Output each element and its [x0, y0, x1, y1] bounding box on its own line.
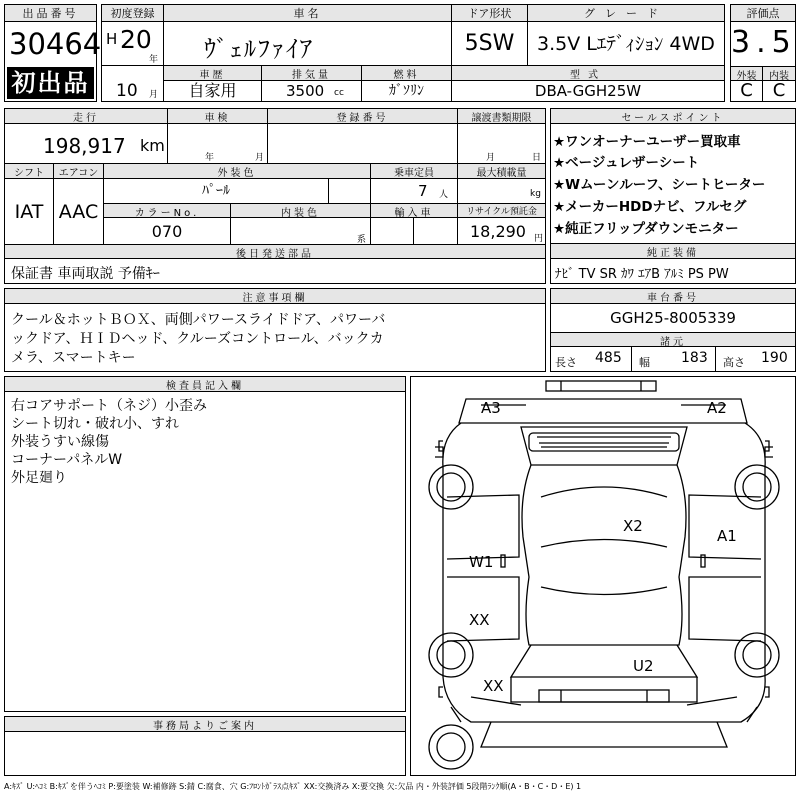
shift: IAT [5, 179, 54, 245]
inspector-line-2: シート切れ・破れ小、すれ [11, 416, 179, 432]
grade: 3.5V Lｴﾃﾞｨｼｮﾝ 4WD [528, 22, 724, 66]
sales-point-2: ★ベージュレザーシート [553, 155, 700, 171]
transfer-month-unit: 月 [486, 153, 496, 163]
inspection-cell [168, 124, 268, 164]
recycle-amount: 18,290 [470, 222, 526, 241]
regno-cell [268, 124, 458, 164]
mileage-label: 走行 [5, 109, 168, 124]
score-block [730, 4, 796, 102]
fuel: ｶﾞｿﾘﾝ [362, 81, 452, 101]
door-type: 5SW [452, 22, 528, 66]
notes-line-1: クール＆ホットＢＯＸ、両側パワースライドドア、パワーバ [11, 312, 386, 328]
spec-label: 諸元 [551, 332, 795, 347]
vehicle-details [4, 108, 546, 284]
inspection-label: 車検 [168, 109, 268, 124]
regno-label: 登録番号 [268, 109, 458, 124]
later-parts: 保証書 車両取説 予備ｷｰ [11, 266, 160, 282]
inspection-year-unit: 年 [205, 153, 215, 163]
transfer-label: 譲渡書類期限 [458, 109, 545, 124]
score: 3.5 [731, 25, 797, 60]
notes-block [4, 288, 546, 372]
notes-line-2: ックドア、ＨＩＤヘッド、クルーズコントロール、バックカ [11, 331, 384, 347]
exterior-color: ﾊﾟｰﾙ [104, 179, 329, 204]
capacity-unit: 人 [439, 190, 449, 200]
office-block [4, 716, 406, 776]
notes-line-3: メラ、スマートキー [11, 350, 136, 366]
yen-unit: 円 [534, 234, 544, 244]
color-extra-cell [329, 179, 371, 204]
sales-points-block [550, 108, 796, 284]
transfer-cell [458, 124, 545, 164]
inspection-month-unit: 月 [255, 153, 265, 163]
equipment: ﾅﾋﾞ TV SR ｶﾜ ｴｱB ｱﾙﾐ PS PW [555, 267, 729, 282]
height-label: 高さ [723, 356, 745, 369]
color-label: 外装色 [104, 164, 371, 179]
load-cell [458, 179, 545, 204]
damage-mark-a3: A3 [481, 399, 501, 417]
notes-label: 注意事項欄 [5, 289, 545, 304]
capacity-cell [371, 179, 458, 204]
score-label: 評価点 [731, 5, 795, 22]
recycle-label: リサイクル預託金 [458, 204, 545, 218]
chassis-label: 車台番号 [551, 289, 795, 304]
reg-month: 10 [116, 81, 138, 101]
mileage: 198,917 [43, 134, 126, 158]
width: 183 [681, 350, 708, 366]
mileage-cell [5, 124, 168, 164]
damage-mark-a2: A2 [707, 399, 727, 417]
colorno-label: カラーNo. [104, 204, 231, 218]
height: 190 [761, 350, 788, 366]
month-unit: 月 [149, 90, 159, 100]
grade-label: グレード [528, 5, 724, 22]
inspector-line-1: 右コアサポート（ネジ）小歪み [11, 398, 207, 414]
int-label: 内装 [763, 66, 795, 81]
reg-year-cell [102, 22, 164, 66]
damage-mark-u2: U2 [633, 657, 654, 675]
load-unit: kg [530, 189, 541, 199]
later-parts-label: 後日発送部品 [5, 245, 545, 259]
km-unit: km [140, 136, 165, 155]
ext-grade: C [731, 81, 763, 101]
color-number: 070 [104, 218, 231, 245]
sales-point-3: ★Wムーンルーフ、シートヒーター [553, 177, 766, 193]
import-label: 輸入車 [371, 204, 458, 218]
sales-label: セールスポイント [551, 109, 795, 124]
year-unit: 年 [149, 55, 159, 65]
lot-number-block [4, 4, 102, 102]
main-header [101, 4, 725, 102]
history: 自家用 [164, 81, 262, 101]
inspector-line-4: コーナーパネルW [11, 452, 123, 468]
office-label: 事務局よりご案内 [5, 717, 405, 732]
lot-number: 30464 [9, 27, 102, 61]
door-label: ドア形状 [452, 5, 528, 22]
equipment-label: 純正装備 [551, 243, 795, 259]
sales-point-5: ★純正フリップダウンモニター [553, 221, 739, 237]
displacement-label: 排気量 [262, 66, 362, 81]
sales-point-1: ★ワンオーナーユーザー買取車 [553, 134, 741, 150]
model-label: 型式 [452, 66, 724, 81]
name-label: 車名 [164, 5, 452, 22]
reg-era: H [106, 30, 118, 48]
capacity-label: 乗車定員 [371, 164, 458, 179]
inspector-block [4, 376, 406, 712]
damage-mark-a1: A1 [717, 527, 737, 545]
inspector-label: 検査員記入欄 [5, 377, 405, 392]
displacement-cell [262, 81, 362, 101]
first-listing-badge: 初出品 [7, 67, 94, 99]
intcolor-label: 内装色 [231, 204, 371, 218]
chassis-number: GGH25-8005339 [610, 309, 736, 327]
int-grade: C [772, 81, 786, 101]
ext-label: 外装 [731, 66, 763, 81]
length-label: 長さ [555, 356, 577, 369]
reg-year: 20 [120, 25, 152, 54]
shift-label: シフト [5, 164, 54, 179]
length: 485 [595, 350, 622, 366]
damage-mark-w1: W1 [469, 553, 494, 571]
import-cell-b [414, 218, 458, 245]
car-diagram [411, 377, 795, 775]
legend: A:ｷｽﾞ U:ﾍｺﾐ B:ｷｽﾞを伴うﾍｺﾐ P:要塗装 W:補修跡 S:錆 C:腐食、穴 G:ﾌﾛﾝﾄｶﾞﾗｽ点ｷｽﾞ XX:交換済み X:要交換 欠:欠品 内・外装評価 5段階ﾗﾝｸ順(A・B・C・D・E) 1 [4, 782, 582, 791]
intcolor-unit: 系 [357, 235, 367, 245]
ac-label: エアコン [54, 164, 104, 179]
spec-divider-1 [631, 347, 632, 371]
chassis-block [550, 288, 796, 372]
fuel-label: 燃料 [362, 66, 452, 81]
width-label: 幅 [639, 356, 650, 369]
cc-unit: cc [334, 88, 344, 98]
capacity: 7 [418, 182, 428, 200]
car-diagram-block [410, 376, 796, 776]
spec-divider-2 [715, 347, 716, 371]
intcolor-cell [231, 218, 371, 245]
recycle-cell [458, 218, 545, 245]
history-label: 車歴 [164, 66, 262, 81]
sales-point-4: ★メーカーHDDナビ、フルセグ [553, 199, 747, 215]
model: DBA-GGH25W [534, 82, 642, 100]
reg-label: 初度登録 [102, 5, 164, 22]
transfer-day-unit: 日 [532, 153, 542, 163]
damage-mark-xx-2: XX [483, 677, 504, 695]
ac: AAC [54, 179, 104, 245]
reg-month-cell [102, 66, 164, 101]
inspector-line-5: 外足廻り [11, 470, 67, 486]
damage-mark-x2: X2 [623, 517, 643, 535]
car-name: ｳﾞｪﾙﾌｧｲｱ [204, 35, 314, 63]
displacement: 3500 [286, 82, 325, 100]
inspector-line-3: 外装うすい線傷 [11, 434, 109, 450]
load-label: 最大積載量 [458, 164, 545, 179]
import-cell-a [371, 218, 414, 245]
car-name-cell [164, 22, 452, 66]
damage-mark-xx-1: XX [469, 611, 490, 629]
lot-number-label: 出品番号 [5, 5, 96, 22]
